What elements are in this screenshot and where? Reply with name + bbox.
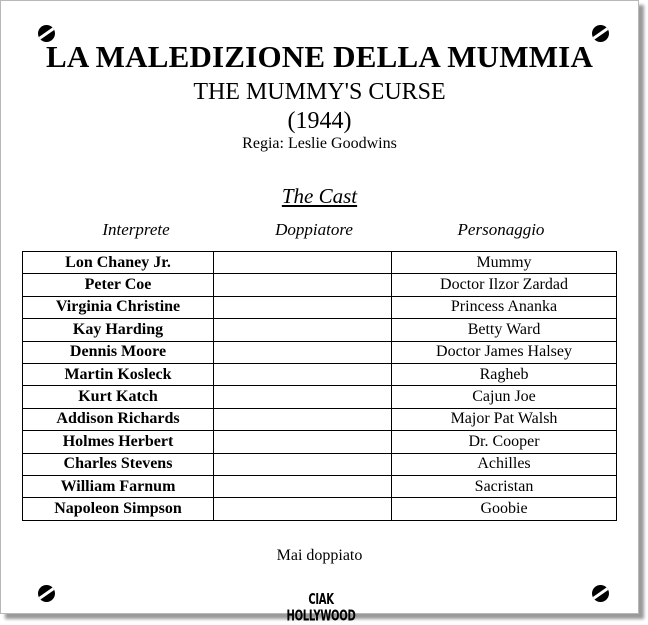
dubber-cell [214, 341, 392, 363]
dubber-cell [214, 252, 392, 274]
dubber-cell [214, 274, 392, 296]
screw-icon [38, 585, 55, 602]
table-row [23, 296, 617, 318]
character-cell: Major Pat Walsh [392, 408, 617, 430]
dubber-cell [214, 498, 392, 520]
character-cell: Cajun Joe [392, 386, 617, 408]
dubber-cell [214, 296, 392, 318]
table-row [23, 431, 617, 453]
release-year: (1944) [287, 108, 352, 134]
cast-heading: The Cast [281, 184, 358, 208]
column-header-character: Personaggio [457, 220, 545, 239]
actor-cell: Dennis Moore [23, 341, 214, 363]
actor-cell: Holmes Herbert [23, 431, 214, 453]
character-cell: Mummy [392, 252, 617, 274]
actor-cell: Kay Harding [23, 319, 214, 341]
screw-icon [592, 585, 609, 602]
table-row [23, 363, 617, 385]
actor-cell: Martin Kosleck [23, 363, 214, 385]
english-title: THE MUMMY'S CURSE [193, 79, 446, 105]
ciak-hollywood-logo: CIAK HOLLYWOOD [286, 592, 356, 625]
dubbing-note: Mai doppiato [276, 547, 363, 564]
dubber-cell [214, 386, 392, 408]
character-cell: Ragheb [392, 363, 617, 385]
dubber-cell [214, 475, 392, 497]
dubber-cell [214, 453, 392, 475]
table-row [23, 274, 617, 296]
director-credit: Regia: Leslie Goodwins [242, 135, 397, 152]
column-header-dubber: Doppiatore [275, 220, 353, 239]
italian-title: LA MALEDIZIONE DELLA MUMMIA [45, 39, 594, 74]
actor-cell: William Farnum [23, 475, 214, 497]
table-row [23, 341, 617, 363]
dubber-cell [214, 431, 392, 453]
character-cell: Achilles [392, 453, 617, 475]
table-row [23, 252, 617, 274]
actor-cell: Kurt Katch [23, 386, 214, 408]
column-header-actor: Interprete [102, 220, 170, 239]
dubber-cell [214, 363, 392, 385]
character-cell: Doctor James Halsey [392, 341, 617, 363]
table-row [23, 498, 617, 520]
character-cell: Doctor Ilzor Zardad [392, 274, 617, 296]
character-cell: Betty Ward [392, 319, 617, 341]
table-row [23, 408, 617, 430]
table-row [23, 386, 617, 408]
actor-cell: Peter Coe [23, 274, 214, 296]
character-cell: Dr. Cooper [392, 431, 617, 453]
actor-cell: Napoleon Simpson [23, 498, 214, 520]
dubber-cell [214, 319, 392, 341]
table-row [23, 453, 617, 475]
character-cell: Princess Ananka [392, 296, 617, 318]
cast-table [22, 251, 617, 521]
actor-cell: Charles Stevens [23, 453, 214, 475]
dubber-cell [214, 408, 392, 430]
table-row [23, 319, 617, 341]
actor-cell: Addison Richards [23, 408, 214, 430]
character-cell: Goobie [392, 498, 617, 520]
actor-cell: Lon Chaney Jr. [23, 252, 214, 274]
table-row [23, 475, 617, 497]
character-cell: Sacristan [392, 475, 617, 497]
actor-cell: Virginia Christine [23, 296, 214, 318]
